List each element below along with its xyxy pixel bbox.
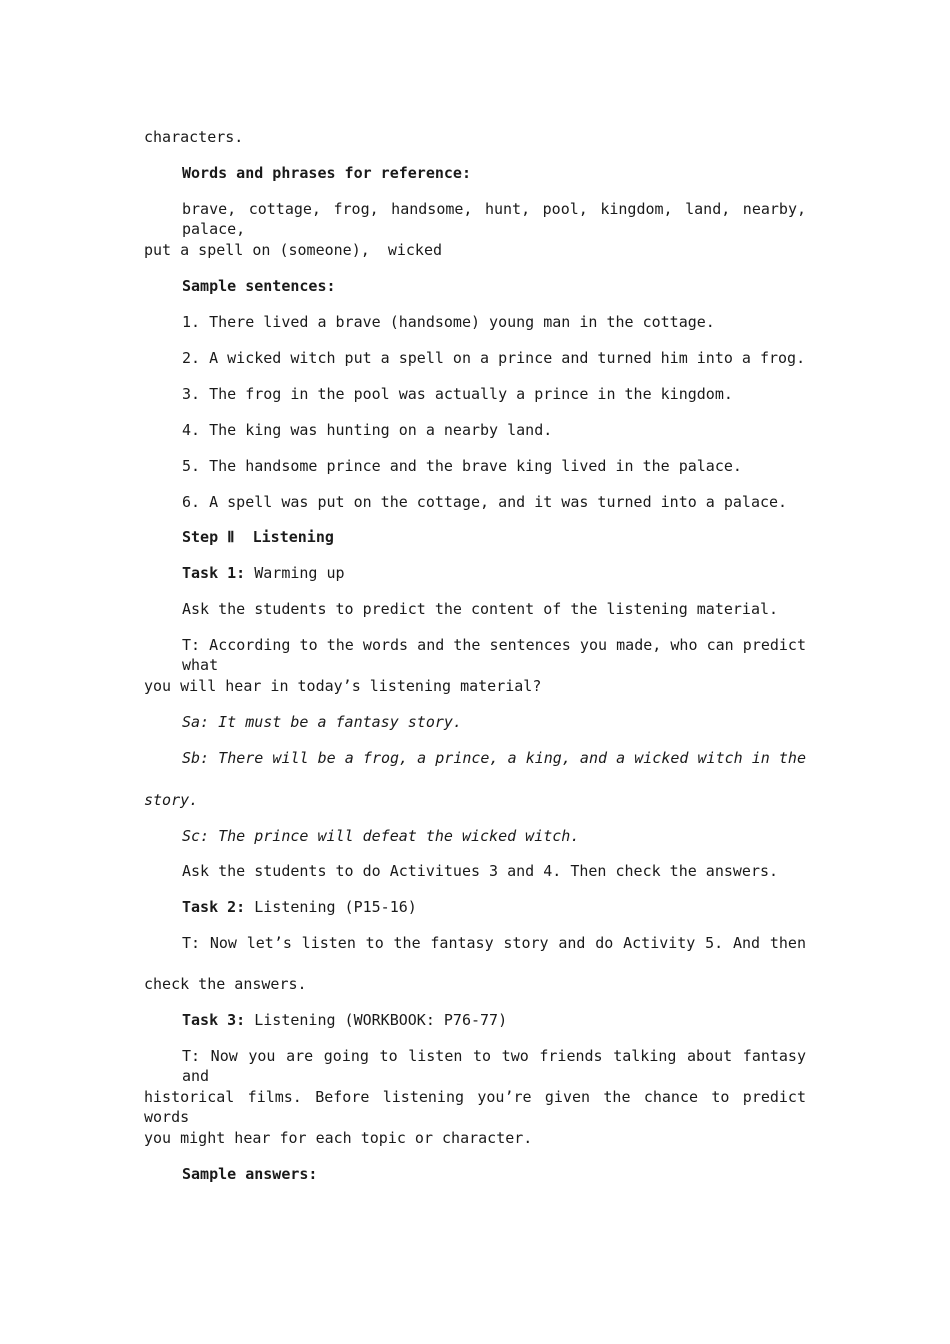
list-item: 1. There lived a brave (handsome) young man in the cottage. xyxy=(182,313,715,331)
task-text: Listening (WORKBOOK: P76-77) xyxy=(245,1011,508,1029)
text-line: characters. xyxy=(144,128,244,146)
text-line: historical films. Before listening you’re given the chance to predict words xyxy=(144,1088,806,1126)
task-label: Task 2: xyxy=(182,898,246,916)
text-line: brave, cottage, frog, handsome, hunt, pool, kingdom, land, nearby, palace, xyxy=(182,200,806,238)
list-item: 3. The frog in the pool was actually a prince in the kingdom. xyxy=(182,385,733,403)
task-label: Task 3: xyxy=(182,1011,246,1029)
list-item: 5. The handsome prince and the brave king lived in the palace. xyxy=(182,457,742,475)
list-item: 2. A wicked witch put a spell on a prince and turned him into a frog. xyxy=(182,349,806,367)
step-heading: Step Ⅱ Listening xyxy=(182,528,334,546)
section-heading: Sample sentences: xyxy=(182,277,336,295)
task-text: Warming up xyxy=(245,564,345,582)
text-line: you will hear in today’s listening material? xyxy=(144,677,542,695)
list-item: 4. The king was hunting on a nearby land. xyxy=(182,421,553,439)
text-line: you might hear for each topic or character. xyxy=(144,1129,533,1147)
task-line xyxy=(182,897,417,917)
task-line xyxy=(182,563,345,583)
student-answer: Sb: There will be a frog, a prince, a king, and a wicked witch in the xyxy=(182,749,806,767)
text-line: Ask the students to predict the content of the listening material. xyxy=(182,600,779,618)
text-line: T: Now you are going to listen to two friends talking about fantasy and xyxy=(182,1047,806,1085)
list-item: 6. A spell was put on the cottage, and it was turned into a palace. xyxy=(182,493,788,511)
student-answer: story. xyxy=(144,791,199,809)
student-answer: Sa: It must be a fantasy story. xyxy=(182,713,462,731)
task-text: Listening (P15-16) xyxy=(245,898,417,916)
section-heading: Words and phrases for reference: xyxy=(182,164,471,182)
text-line: T: According to the words and the sentences you made, who can predict what xyxy=(182,636,806,674)
text-line: put a spell on (someone), wicked xyxy=(144,241,443,259)
text-line: Ask the students to do Activitues 3 and 4. Then check the answers. xyxy=(182,862,779,880)
student-answer: Sc: The prince will defeat the wicked witch. xyxy=(182,827,580,845)
section-heading: Sample answers: xyxy=(182,1165,318,1183)
task-line xyxy=(182,1010,507,1030)
text-line: check the answers. xyxy=(144,975,307,993)
text-line: T: Now let’s listen to the fantasy story and do Activity 5. And then xyxy=(182,934,806,952)
task-label: Task 1: xyxy=(182,564,246,582)
